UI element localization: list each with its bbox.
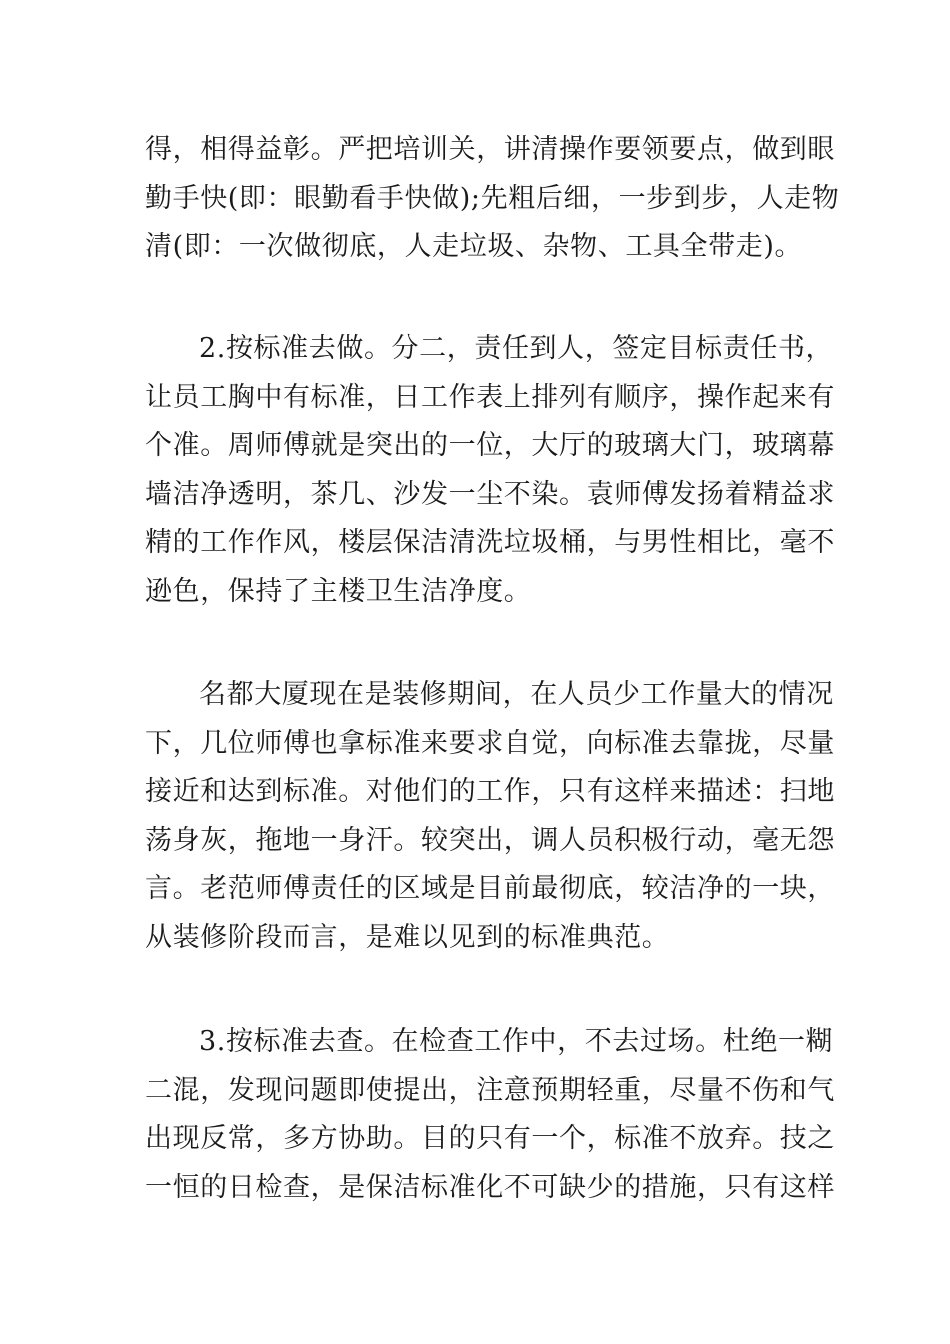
text-line: 从装修阶段而言，是难以见到的标准典范。	[145, 921, 670, 953]
text-line: 一恒的日检查，是保洁标准化不可缺少的措施，只有这样	[145, 1171, 835, 1203]
text-line: 个准。周师傅就是突出的一位，大厅的玻璃大门，玻璃幕	[145, 430, 835, 461]
text-line: 墙洁净透明，茶几、沙发一尘不染。袁师傅发扬着精益求	[145, 478, 835, 510]
text-line: 精的工作作风，楼层保洁清洗垃圾桶，与男性相比，毫不	[145, 527, 835, 558]
paragraph-work-by-standard	[145, 325, 835, 616]
text-line: 逊色，保持了主楼卫生洁净度。	[145, 575, 532, 607]
text-line: 出现反常，多方协助。目的只有一个，标准不放弃。技之	[145, 1123, 835, 1154]
text-line: 荡身灰，拖地一身汗。较突出，调人员积极行动，毫无怨	[145, 824, 835, 856]
text-line: 接近和达到标准。对他们的工作，只有这样来描述：扫地	[145, 776, 835, 807]
paragraph-inspect-by-standard	[145, 1018, 835, 1212]
paragraph-training	[145, 126, 840, 272]
text-line: 勤手快(即：眼勤看手快做);先粗后细，一步到步，人走物	[145, 182, 840, 214]
text-line: 2.按标准去做。分二，责任到人，签定目标责任书，	[199, 333, 834, 364]
text-line: 言。老范师傅责任的区域是目前最彻底，较洁净的一块，	[145, 873, 835, 904]
text-line: 二混，发现问题即使提出，注意预期轻重，尽量不伤和气	[145, 1074, 835, 1106]
text-line: 3.按标准去查。在检查工作中，不去过场。杜绝一糊	[199, 1026, 834, 1057]
text-line: 得，相得益彰。严把培训关，讲清操作要领要点，做到眼	[145, 134, 835, 165]
text-line: 让员工胸中有标准，日工作表上排列有顺序，操作起来有	[145, 381, 835, 413]
text-line: 清(即：一次做彻底，人走垃圾、杂物、工具全带走)。	[145, 231, 803, 262]
paragraph-renovation-period	[145, 671, 835, 962]
text-line: 下，几位师傅也拿标准来要求自觉，向标准去靠拢，尽量	[145, 727, 835, 759]
text-line: 名都大厦现在是装修期间，在人员少工作量大的情况	[199, 679, 834, 710]
